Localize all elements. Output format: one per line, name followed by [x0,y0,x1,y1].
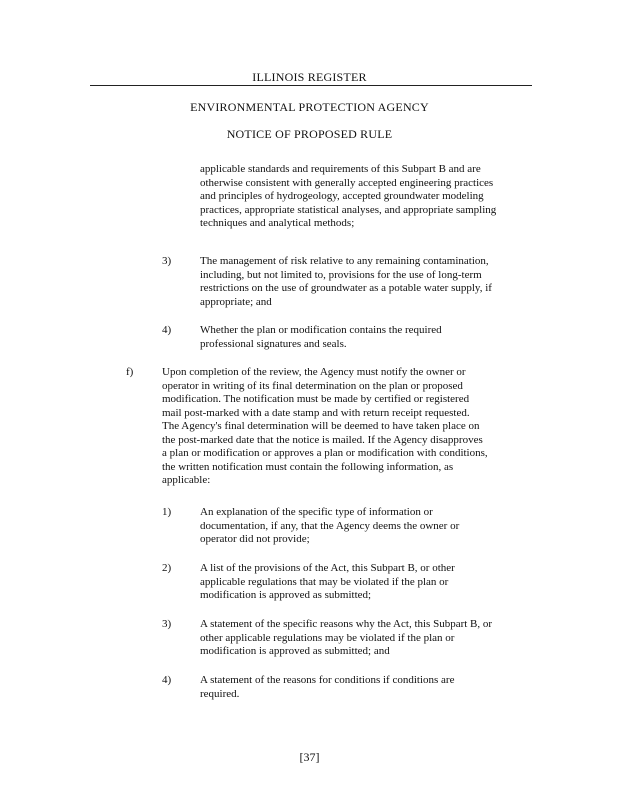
sub-1-number: 1) [162,506,172,518]
text-line: mail post-marked with a date stamp and with return receipt requested. [162,406,470,419]
text-line: a plan or modification or approves a plan or modification with conditions, [162,447,488,459]
text-line: other applicable regulations may be violated if the plan or [200,631,455,644]
text-line: otherwise consistent with generally accepted engineering practices [200,176,494,189]
sub-2-paragraph [200,562,455,603]
notice-title: NOTICE OF PROPOSED RULE [226,127,393,141]
text-line: practices, appropriate statistical analyses, and appropriate sampling [200,203,497,216]
text-line: An explanation of the specific type of information or [200,506,433,518]
text-line: Whether the plan or modification contains the required [200,324,442,336]
text-line: including, but not limited to, provisions for the use of long-term [200,268,482,281]
text-line: Upon completion of the review, the Agency must notify the owner or [162,366,466,378]
sub-1-paragraph [200,506,459,547]
text-line: operator did not provide; [200,533,310,545]
text-line: The Agency's final determination will be deemed to have taken place on [162,420,480,432]
text-line: A list of the provisions of the Act, this Subpart B, or other [200,562,455,574]
text-line: professional signatures and seals. [200,337,347,350]
item-3-number: 3) [162,255,172,267]
item-4-paragraph [200,324,442,351]
text-line: techniques and analytical methods; [200,217,355,229]
text-line: applicable regulations that may be violated if the plan or [200,575,449,588]
sub-4-paragraph [200,674,454,701]
text-line: the post-marked date that the notice is mailed. If the Agency disapproves [162,433,483,446]
text-line: operator in writing of its final determination on the plan or proposed [162,379,463,392]
text-line: modification is approved as submitted; and [200,645,390,657]
sub-2-number: 2) [162,562,172,574]
text-line: documentation, if any, that the Agency deems the owner or [200,519,460,532]
text-line: The management of risk relative to any remaining contamination, [200,255,489,267]
text-line: required. [200,687,240,700]
text-line: restrictions on the use of groundwater as a potable water supply, if [200,282,492,294]
agency-title: ENVIRONMENTAL PROTECTION AGENCY [190,100,429,114]
item-f-paragraph [162,366,488,488]
text-line: applicable standards and requirements of this Subpart B and are [200,163,481,175]
page-number: [37] [299,750,320,764]
register-title: ILLINOIS REGISTER [252,70,367,84]
item-3-paragraph [200,255,492,309]
item-f-number: f) [126,366,134,378]
sub-3-number: 3) [162,618,172,630]
sub-3-paragraph [200,618,492,659]
sub-4-number: 4) [162,674,172,686]
text-line: A statement of the reasons for conditions if conditions are [200,674,455,686]
text-line: modification is approved as submitted; [200,589,372,601]
text-line: appropriate; and [200,295,272,308]
text-line: and principles of hydrogeology, accepted groundwater modeling [200,190,484,202]
text-line: modification. The notification must be made by certified or registered [162,393,470,405]
text-line: applicable: [162,474,211,486]
intro-paragraph [200,163,496,231]
text-line: A statement of the specific reasons why the Act, this Subpart B, or [200,618,493,630]
item-4-number: 4) [162,324,172,336]
text-line: the written notification must contain the following information, as [162,460,454,473]
header-rule [90,85,532,86]
